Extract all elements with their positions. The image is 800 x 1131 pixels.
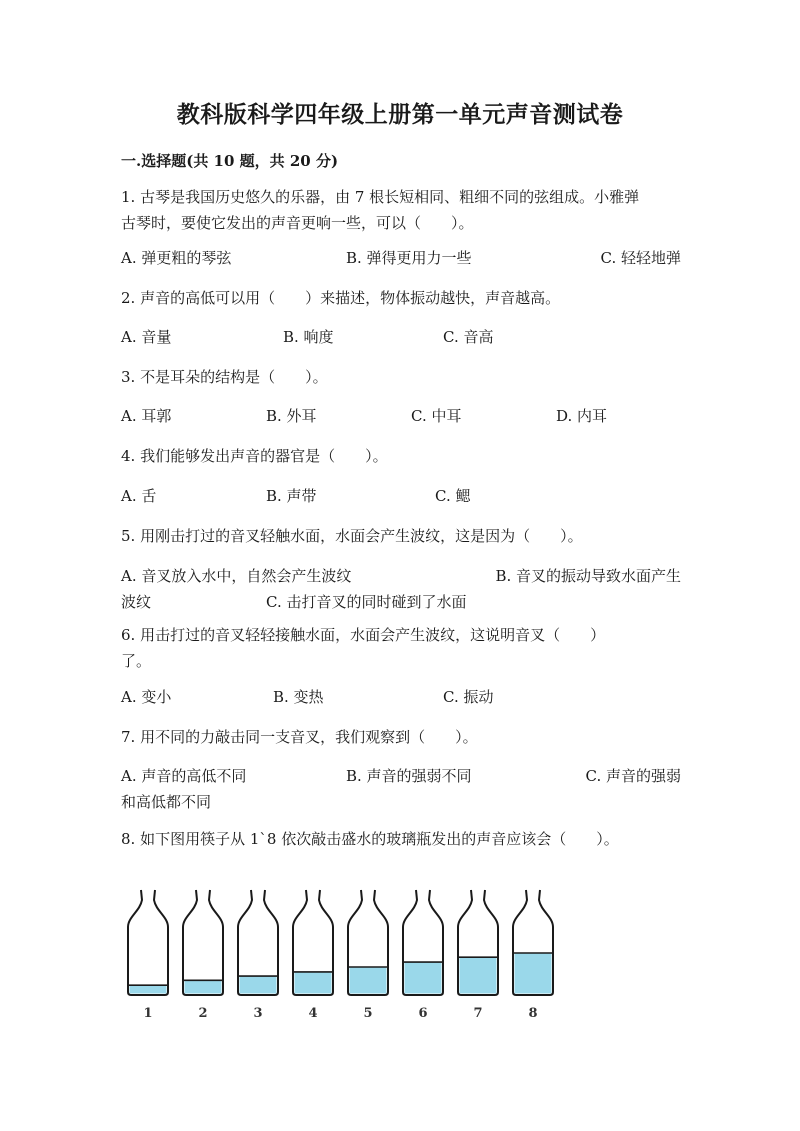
question-3: 3. 不是耳朵的结构是（ ）。 — [121, 368, 328, 386]
option-c: C. 中耳 — [411, 407, 462, 425]
question-6-options — [121, 684, 681, 710]
bottle-water-7 — [460, 957, 497, 993]
question-1-options — [121, 245, 681, 271]
bottle-outline-2 — [183, 890, 223, 995]
option-a: A. 音量 — [121, 328, 172, 346]
bottle-water-5 — [350, 967, 387, 994]
question-4: 4. 我们能够发出声音的器官是（ ）。 — [121, 447, 388, 465]
question-6-line-2: 了。 — [121, 652, 152, 670]
bottle-outline-1 — [128, 890, 168, 995]
option-a: A. 音叉放入水中，自然会产生波纹 — [121, 567, 352, 585]
bottle-label-3: 3 — [253, 1006, 263, 1021]
bottle-water-1 — [130, 985, 167, 993]
option-c: C. 声音的强弱 — [585, 767, 681, 785]
bottle-water-3 — [240, 976, 277, 993]
bottle-label-7: 7 — [473, 1006, 483, 1021]
option-c: C. 音高 — [443, 328, 494, 346]
option-a: A. 变小 — [121, 688, 172, 706]
bottle-water-6 — [405, 962, 442, 993]
bottle-label-6: 6 — [418, 1006, 428, 1021]
option-b: B. 外耳 — [266, 407, 317, 425]
bottle-1 — [128, 890, 168, 1021]
question-6 — [121, 622, 681, 674]
bottle-8 — [513, 890, 553, 1021]
bottle-6 — [403, 890, 443, 1021]
question-7-options — [121, 763, 681, 815]
bottle-5 — [348, 890, 388, 1021]
bottle-3 — [238, 890, 278, 1021]
exam-title: 教科版科学四年级上册第一单元声音测试卷 — [176, 101, 624, 128]
bottle-label-5: 5 — [363, 1006, 373, 1021]
bottle-label-4: 4 — [308, 1006, 318, 1021]
option-c: C. 轻轻地弹 — [600, 249, 681, 267]
question-8: 8. 如下图用筷子从 1`8 依次敲击盛水的玻璃瓶发出的声音应该会（ ）。 — [121, 830, 619, 848]
question-5: 5. 用刚击打过的音叉轻触水面，水面会产生波纹，这是因为（ ）。 — [121, 527, 583, 545]
option-c: C. 鳃 — [435, 487, 471, 505]
option-c: C. 振动 — [443, 688, 494, 706]
bottle-7 — [458, 890, 498, 1021]
bottle-4 — [293, 890, 333, 1021]
question-1-line-1: 1. 古琴是我国历史悠久的乐器，由 7 根长短相同、粗细不同的弦组成。小雅弹 — [121, 188, 640, 206]
bottle-label-1: 1 — [143, 1006, 153, 1021]
option-a: A. 舌 — [121, 487, 157, 505]
section-heading: 一.选择题(共 10 题，共 20 分) — [121, 152, 339, 170]
option-b-continued: 波纹 — [121, 593, 152, 611]
option-b: B. 声带 — [266, 487, 317, 505]
question-1 — [121, 184, 681, 236]
option-b: B. 声音的强弱不同 — [346, 767, 472, 785]
bottles-figure — [120, 880, 560, 1029]
bottles-illustration — [120, 880, 560, 1025]
question-5-options — [121, 563, 681, 615]
question-1-line-2: 古琴时，要使它发出的声音更响一些，可以（ ）。 — [121, 214, 474, 232]
bottle-label-2: 2 — [198, 1006, 208, 1021]
bottle-label-8: 8 — [528, 1006, 538, 1021]
option-c: C. 击打音叉的同时碰到了水面 — [266, 593, 467, 611]
option-c-continued: 和高低都不同 — [121, 793, 212, 811]
option-a: A. 耳郭 — [121, 407, 172, 425]
option-a: A. 弹更粗的琴弦 — [121, 249, 232, 267]
bottle-water-4 — [295, 972, 332, 994]
option-b: B. 音叉的振动导致水面产生 — [495, 567, 681, 585]
option-d: D. 内耳 — [556, 407, 608, 425]
option-a: A. 声音的高低不同 — [121, 767, 247, 785]
option-b: B. 响度 — [283, 328, 334, 346]
option-b: B. 变热 — [273, 688, 324, 706]
option-b: B. 弹得更用力一些 — [346, 249, 472, 267]
question-4-options — [121, 483, 681, 509]
bottle-water-2 — [185, 980, 222, 993]
question-2: 2. 声音的高低可以用（ ）来描述，物体振动越快，声音越高。 — [121, 289, 561, 307]
question-6-line-1: 6. 用击打过的音叉轻轻接触水面，水面会产生波纹，这说明音叉（ ） — [121, 626, 606, 644]
bottle-water-8 — [515, 953, 552, 994]
question-3-options — [121, 403, 681, 429]
bottle-2 — [183, 890, 223, 1021]
question-7: 7. 用不同的力敲击同一支音叉，我们观察到（ ）。 — [121, 728, 478, 746]
question-2-options — [121, 324, 681, 350]
